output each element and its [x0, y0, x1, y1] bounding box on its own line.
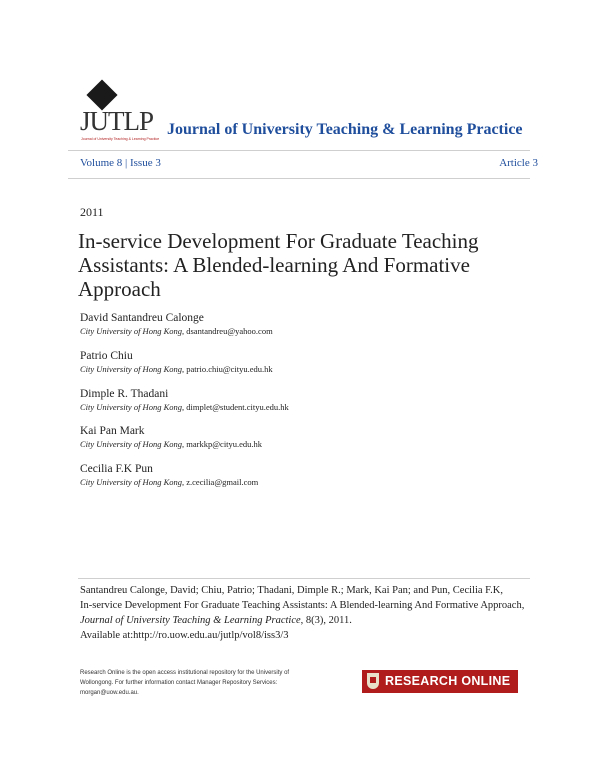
publication-year: 2011: [80, 205, 104, 219]
author-affiliation: City University of Hong Kong, patrio.chiu@cityu.edu.hk: [80, 364, 273, 374]
author-block: [80, 462, 258, 488]
header-divider: [68, 150, 530, 151]
paper-title: In-service Development For Graduate Teaching Assistants: A Blended-learning And Formative Approach: [78, 229, 479, 301]
citation-url[interactable]: Available at:http://ro.uow.edu.au/jutlp/vol8/iss3/3: [80, 630, 289, 641]
author-name: Dimple R. Thadani: [80, 388, 169, 400]
citation-divider: [78, 578, 530, 579]
shield-icon: [367, 673, 379, 689]
author-name: Kai Pan Mark: [80, 425, 145, 437]
research-online-badge[interactable]: [362, 670, 518, 693]
author-email[interactable]: , markkp@cityu.edu.hk: [182, 439, 263, 449]
volume-issue-link[interactable]: Volume 8 | Issue 3: [80, 157, 161, 169]
citation-volume: , 8(3), 2011.: [300, 615, 352, 626]
author-affiliation: City University of Hong Kong, markkp@cityu.edu.hk: [80, 439, 263, 449]
author-name: Patrio Chiu: [80, 350, 133, 362]
author-affiliation: City University of Hong Kong, dimplet@student.cityu.edu.hk: [80, 402, 289, 412]
citation-journal: Journal of University Teaching & Learning Practice: [80, 615, 301, 626]
citation-title: In-service Development For Graduate Teaching Assistants: A Blended-learning And Formative Approach,: [80, 600, 525, 611]
author-email[interactable]: , z.cecilia@gmail.com: [182, 477, 259, 487]
article-link[interactable]: Article 3: [499, 157, 538, 169]
author-email[interactable]: , dsantandreu@yahoo.com: [182, 326, 273, 336]
author-affiliation: City University of Hong Kong, dsantandreu@yahoo.com: [80, 326, 273, 336]
logo-text: JUTLP: [80, 106, 154, 136]
author-email[interactable]: , dimplet@student.cityu.edu.hk: [182, 402, 289, 412]
author-name: Cecilia F.K Pun: [80, 463, 153, 475]
author-block: [80, 349, 273, 375]
author-block: [80, 424, 262, 450]
header-divider-bottom: [68, 178, 530, 179]
badge-label: RESEARCH ONLINE: [385, 674, 511, 688]
journal-title[interactable]: Journal of University Teaching & Learning Practice: [167, 121, 523, 138]
author-block: [80, 311, 273, 337]
logo-tagline: Journal of University Teaching & Learning Practice: [81, 137, 160, 141]
author-name: David Santandreu Calonge: [80, 312, 204, 324]
author-block: [80, 387, 289, 413]
author-email[interactable]: , patrio.chiu@cityu.edu.hk: [182, 364, 273, 374]
recommended-citation: [80, 583, 540, 643]
journal-logo: [80, 84, 160, 142]
repository-note: Research Online is the open access institutional repository for the University of Wollongong. For further information contact Manager Repository Services: morgan@uow.edu.au.: [80, 670, 290, 696]
citation-authors: Santandreu Calonge, David; Chiu, Patrio; Thadani, Dimple R.; Mark, Kai Pan; and Pun, Cecilia F.K,: [80, 585, 503, 596]
author-affiliation: City University of Hong Kong, z.cecilia@gmail.com: [80, 477, 259, 487]
